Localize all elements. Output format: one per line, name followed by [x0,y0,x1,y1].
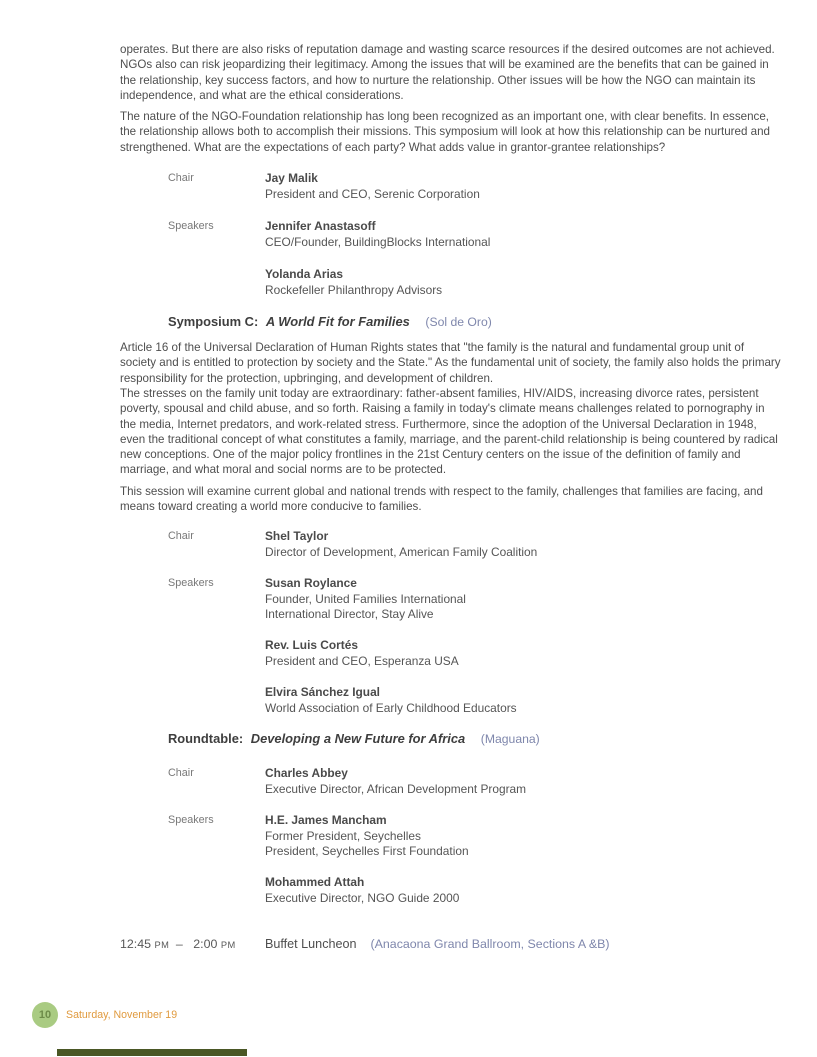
footer-date: Saturday, November 19 [66,1009,178,1021]
chair-label: Chair [168,172,194,184]
person-name: Elvira Sánchez Igual [265,685,380,699]
session-heading-title: A World Fit for Families [265,314,410,329]
time-meridiem: PM [220,940,236,950]
chair-entry [265,171,480,202]
person-title: Director of Development, American Family Coalition [265,544,538,559]
person-title: International Director, Stay Alive [265,607,434,622]
person-name: Mohammed Attah [265,875,365,889]
person-name: Susan Roylance [265,576,357,590]
person-title: President and CEO, Esperanza USA [265,653,459,668]
person-name: H.E. James Mancham [265,813,387,827]
person-name: Charles Abbey [265,766,348,780]
venue-label: (Sol de Oro) [425,315,492,329]
footer-accent-bar [57,1049,247,1056]
intro-paragraph-1: operates. But there are also risks of reputation damage and wasting scarce resources if the desired outcomes are not achieved. NGOs also can risk jeopardizing their legitimacy. Among the issues that will be examined are the benefits that can be gained in the relationship, key success factors, and how to nurture the relationship. Other issues will be how the NGO can maintain its independence, and what are the ethical considerations. [120,43,775,102]
roundtable-heading [168,731,540,746]
person-title: Executive Director, NGO Guide 2000 [265,890,460,905]
chair-label: Chair [168,767,194,779]
chair-label: Chair [168,530,194,542]
person-title: Rockefeller Philanthropy Advisors [265,282,443,297]
person-name: Rev. Luis Cortés [265,638,358,652]
person-title: President, Seychelles First Foundation [265,844,469,859]
session-heading-title: Developing a New Future for Africa [250,731,466,746]
person-title: World Association of Early Childhood Educators [265,700,517,715]
person-name: Jay Malik [265,171,318,185]
chair-entry [265,529,537,560]
person-name: Jennifer Anastasoff [265,219,376,233]
symposium-c-paragraph-1: Article 16 of the Universal Declaration of Human Rights states that "the family is the natural and fundamental group unit of society and is entitled to protection by society and the State." As the fundamental unit of society, the family also holds the primary responsibility for the protection, upbringing, and development of children. [120,341,781,385]
speaker-entry [265,685,517,716]
symposium-c-paragraph-2: The stresses on the family unit today are extraordinary: father-absent families, HIV/AIDS, increasing divorce rates, persistent poverty, spousal and child abuse, and so forth. Raising a family in today's climate means challenges related to pornography in the media, Internet predators, and work-related stress. Furthermore, since the adoption of the Universal Declaration in 1948, even the traditional concept of what constitutes a family, marriage, and the parent-child relationship is being countered by radical new conceptions. One of the major policy frontlines in the 21st Century centers on the issue of the definition of family and marriage, and what moral and social norms are to be protected. [120,387,778,477]
time-meridiem: PM [154,940,170,950]
chair-entry [265,766,526,797]
speaker-entry [265,267,442,298]
lunch-label: Buffet Luncheon [265,937,357,951]
person-title: CEO/Founder, BuildingBlocks International [265,234,491,249]
venue-label: (Anacaona Grand Ballroom, Sections A &B) [370,937,610,951]
symposium-c-heading [168,314,492,329]
speakers-label: Speakers [168,814,214,826]
venue-label: (Maguana) [480,732,540,746]
speaker-entry [265,638,459,669]
time-start: 12:45 [120,937,152,951]
person-title: Executive Director, African Development Program [265,781,527,796]
speaker-entry [265,219,490,250]
person-title: Former President, Seychelles [265,828,421,843]
speakers-label: Speakers [168,577,214,589]
person-name: Yolanda Arias [265,267,343,281]
time-dash: – [175,937,183,951]
page-number-badge: 10 [32,1002,58,1028]
symposium-c-paragraph-3: This session will examine current global and national trends with respect to the family, challenges that families are facing, and means toward creating a world more conducive to families. [120,485,763,514]
person-title: President and CEO, Serenic Corporation [265,186,480,201]
lunch-schedule-row [120,937,610,951]
person-title: Founder, United Families International [265,591,466,606]
time-range [120,937,265,951]
intro-paragraph-2: The nature of the NGO-Foundation relationship has long been recognized as an important one, with clear benefits. In essence, the relationship allows both to accomplish their missions. This symposium will look at how this relationship can be nurtured and strengthened. What are the expectations of each party? What adds value in grantor-grantee relationships? [120,110,770,154]
speaker-entry [265,875,459,906]
person-name: Shel Taylor [265,529,329,543]
time-end: 2:00 [193,937,218,951]
speakers-label: Speakers [168,220,214,232]
session-heading-prefix: Roundtable: [168,731,244,746]
speaker-entry [265,813,469,860]
session-heading-prefix: Symposium C: [168,314,259,329]
speaker-entry [265,576,466,623]
